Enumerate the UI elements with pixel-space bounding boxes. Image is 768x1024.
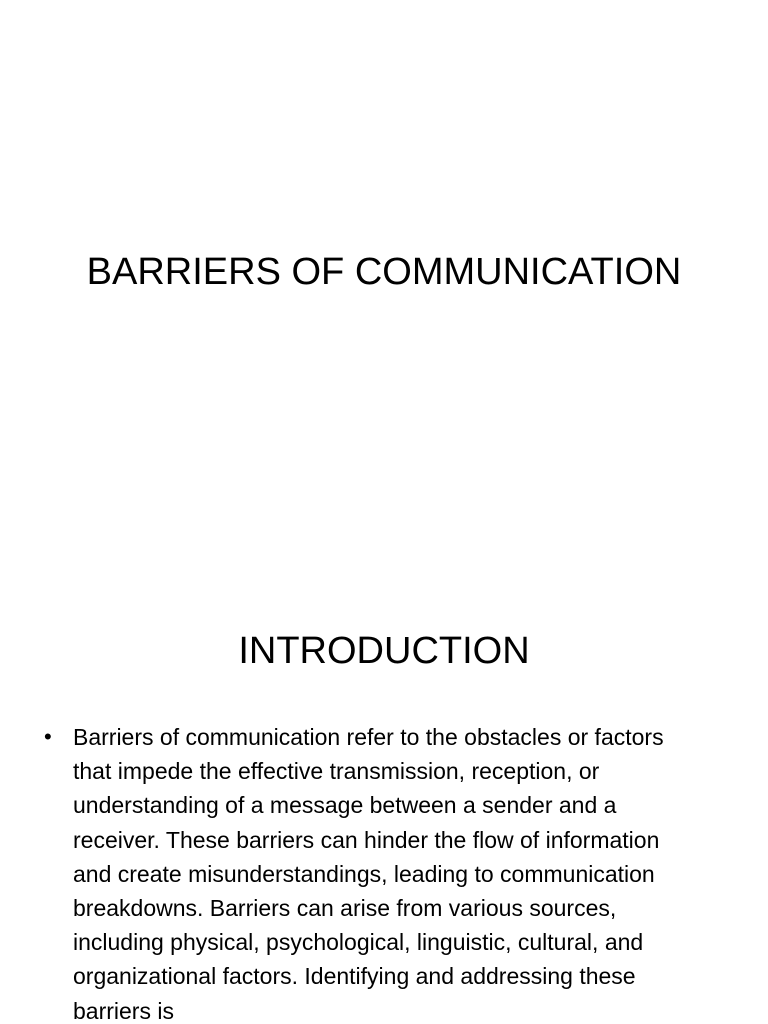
slide-title: BARRIERS OF COMMUNICATION xyxy=(86,251,682,293)
section-heading: INTRODUCTION xyxy=(238,630,530,672)
introduction-slide xyxy=(0,576,768,1024)
bullet-list xyxy=(44,720,684,1024)
bullet-text: Barriers of communication refer to the obstacles or factors that impede the effective transmission, reception, or understanding of a message between a sender and a receiver. These barriers can hinder the flow of information and create misunderstandings, leading to communication breakdowns. Barriers can arise from various sources, including physical, psychological, linguistic, cultural, and organizational factors. Identifying and addressing these barriers is xyxy=(73,724,664,1024)
list-item xyxy=(44,720,684,1024)
bullet-icon: • xyxy=(44,724,52,749)
